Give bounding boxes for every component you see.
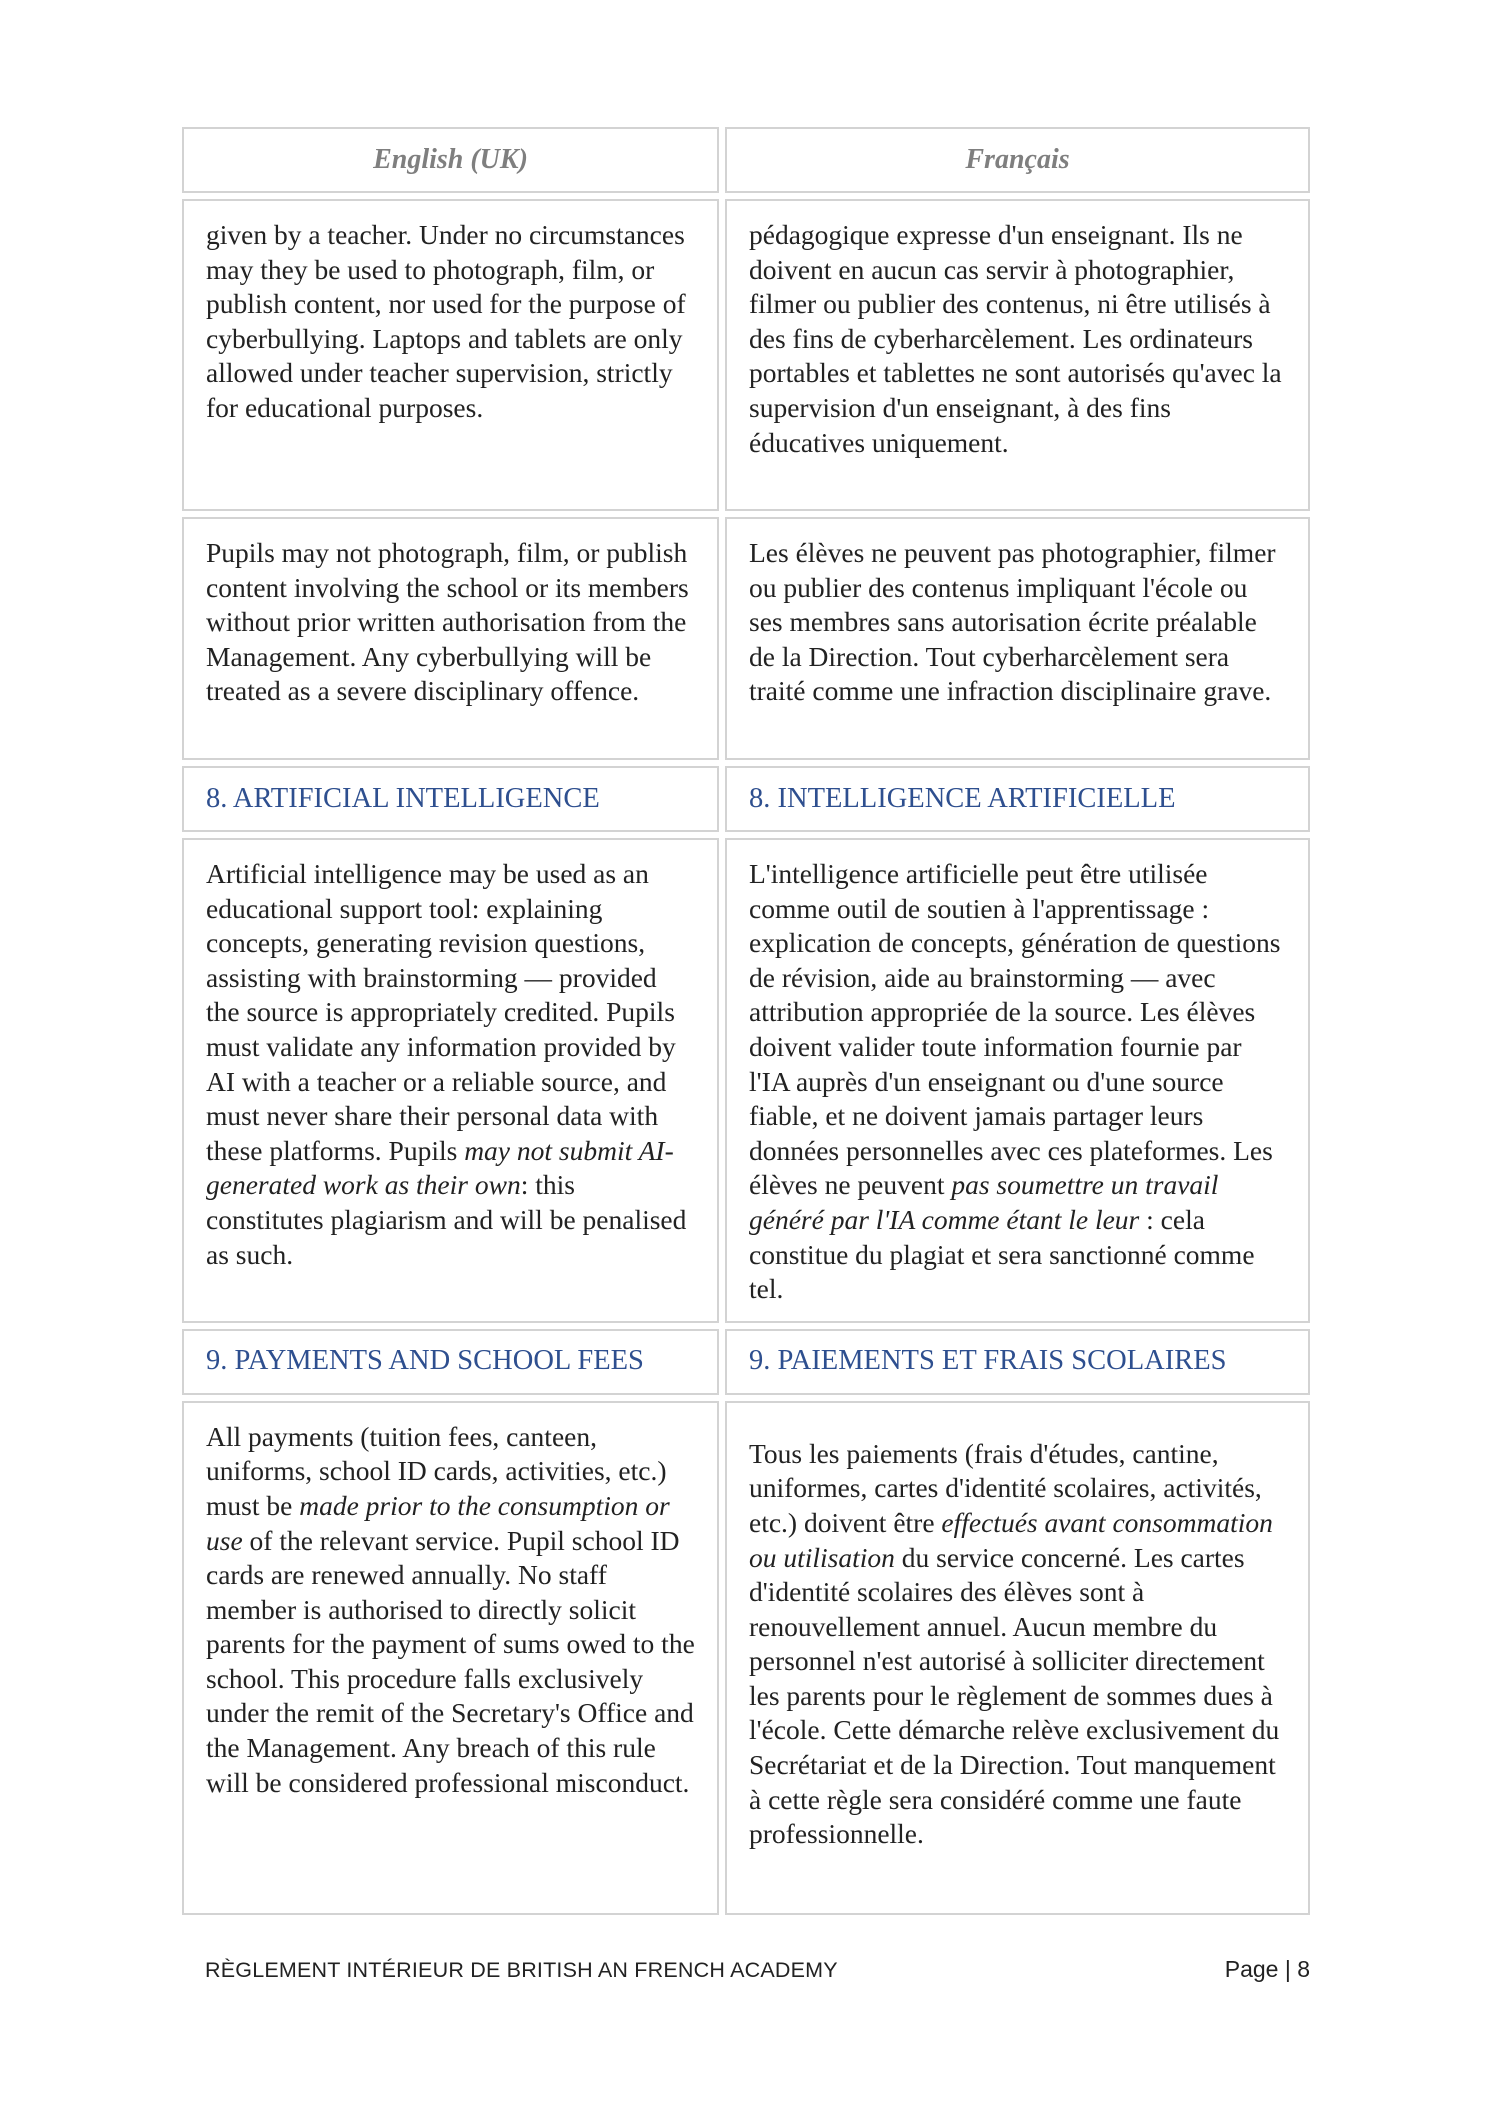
cell-fr: [725, 766, 1310, 832]
cell-fr: [725, 838, 1310, 1323]
section-8-heading-en: 8. ARTIFICIAL INTELLIGENCE: [206, 782, 600, 814]
cell-en: [182, 838, 719, 1323]
section-8-heading-fr: 8. INTELLIGENCE ARTIFICIELLE: [749, 782, 1176, 814]
ai-text-fr-a: L'intelligence artificielle peut être utilisée comme outil de soutien à l'apprentissage : explication de concepts, génération de questions de révision, aide au brainstorming — avec attribution appropriée de la source. Les élèves doivent valider toute information fournie par l'IA auprès d'un enseignant ou d'une source fiable, et ne doivent jamais partager leurs données personnelles avec ces plateformes. Les élèves ne peuvent: [749, 858, 1281, 1201]
payments-text-fr-emphasis: effectués avant consommation ou utilisation: [749, 1506, 1273, 1573]
photography-paragraph-en: Pupils may not photograph, film, or publish content involving the school or its members without prior written authorisation from the Management. Any cyberbullying will be treated as a severe disciplinary offence.: [206, 537, 689, 707]
ai-text-fr-b: : cela constitue du plagiat et sera sanctionné comme tel.: [749, 1203, 1255, 1305]
section-9-heading-fr: 9. PAIEMENTS ET FRAIS SCOLAIRES: [749, 1345, 1227, 1377]
section-9-heading-en: 9. PAYMENTS AND SCHOOL FEES: [206, 1345, 644, 1377]
ai-paragraph-en: [184, 840, 717, 1286]
table-row: [182, 199, 1310, 511]
header-french: [725, 127, 1310, 193]
payments-text-fr-b: du service concerné. Les cartes d'identité scolaires des élèves sont à renouvellement annuel. Aucun membre du personnel n'est autorisé à solliciter directement les parents pour le règlement de sommes dues à l'école. Cette démarche relève exclusivement du Secrétariat et de la Direction. Tout manquement à cette règle sera considéré comme une faute professionnelle.: [749, 1541, 1280, 1850]
cell-en: [182, 1401, 719, 1915]
cell-fr: [725, 199, 1310, 511]
payments-text-en-a: All payments (tuition fees, canteen, uniforms, school ID cards, activities, etc.) must be: [206, 1420, 667, 1521]
cell-fr: [725, 517, 1310, 760]
ai-text-en-a: Artificial intelligence may be used as an educational support tool: explaining concepts, generating revision questions, assisting with brainstorming — provided the source is appropriately credited. Pupils must validate any information provided by AI with a teacher or a reliable source, and must never share their personal data with these platforms. Pupils: [206, 858, 676, 1166]
table-header-row: [182, 127, 1310, 193]
header-french-label: Français: [965, 143, 1070, 175]
ai-text-fr-emphasis: pas soumettre un travail généré par l'IA comme étant le leur: [749, 1169, 1219, 1235]
ai-paragraph-fr: [727, 840, 1308, 1321]
payments-paragraph-fr: [727, 1403, 1308, 1866]
header-english: [182, 127, 719, 193]
cell-en: [182, 1329, 719, 1395]
payments-paragraph-en: [184, 1403, 717, 1815]
ai-text-en-b: : this constitutes plagiarism and will be penalised as such.: [206, 1169, 687, 1270]
table-row: [182, 1401, 1310, 1915]
cell-fr: [725, 1401, 1310, 1915]
footer-document-title: RÈGLEMENT INTÉRIEUR DE BRITISH AN FRENCH ACADEMY: [205, 1958, 838, 1982]
cell-en: [182, 766, 719, 832]
cell-fr: [725, 1329, 1310, 1395]
cell-en: [182, 517, 719, 760]
payments-text-en-emphasis: made prior to the consumption or use: [206, 1489, 670, 1556]
section-heading-row: [182, 766, 1310, 832]
table-row: [182, 838, 1310, 1323]
table-row: [182, 517, 1310, 760]
bilingual-rules-table: [176, 121, 1316, 1921]
header-english-label: English (UK): [373, 143, 528, 175]
payments-text-en-b: of the relevant service. Pupil school ID cards are renewed annually. No staff member is authorised to directly solicit parents for the payment of sums owed to the school. This procedure falls exclusively under the remit of the Secretary's Office and the Management. Any breach of this rule will be considered professional misconduct.: [206, 1524, 695, 1798]
section-heading-row: [182, 1329, 1310, 1395]
photography-paragraph-fr: Les élèves ne peuvent pas photographier, filmer ou publier des contenus impliquant l'école ou ses membres sans autorisation écrite préalable de la Direction. Tout cyberharcèlement sera traité comme une infraction disciplinaire grave.: [749, 537, 1276, 707]
footer-page-number: Page | 8: [1224, 1956, 1310, 1982]
ai-text-en-emphasis: may not submit AI-generated work as their own: [206, 1134, 674, 1201]
cell-en: [182, 199, 719, 511]
devices-paragraph-en: given by a teacher. Under no circumstances may they be used to photograph, film, or publish content, nor used for the purpose of cyberbullying. Laptops and tablets are only allowed under teacher supervision, strictly for educational purposes.: [206, 219, 686, 423]
devices-paragraph-fr: pédagogique expresse d'un enseignant. Ils ne doivent en aucun cas servir à photographier, filmer ou publier des contenus, ni être utilisés à des fins de cyberharcèlement. Les ordinateurs portables et tablettes ne sont autorisés qu'avec la supervision d'un enseignant, à des fins éducatives uniquement.: [749, 219, 1282, 458]
payments-text-fr-a: Tous les paiements (frais d'études, cantine, uniformes, cartes d'identité scolaires, activités, etc.) doivent être: [749, 1437, 1262, 1538]
